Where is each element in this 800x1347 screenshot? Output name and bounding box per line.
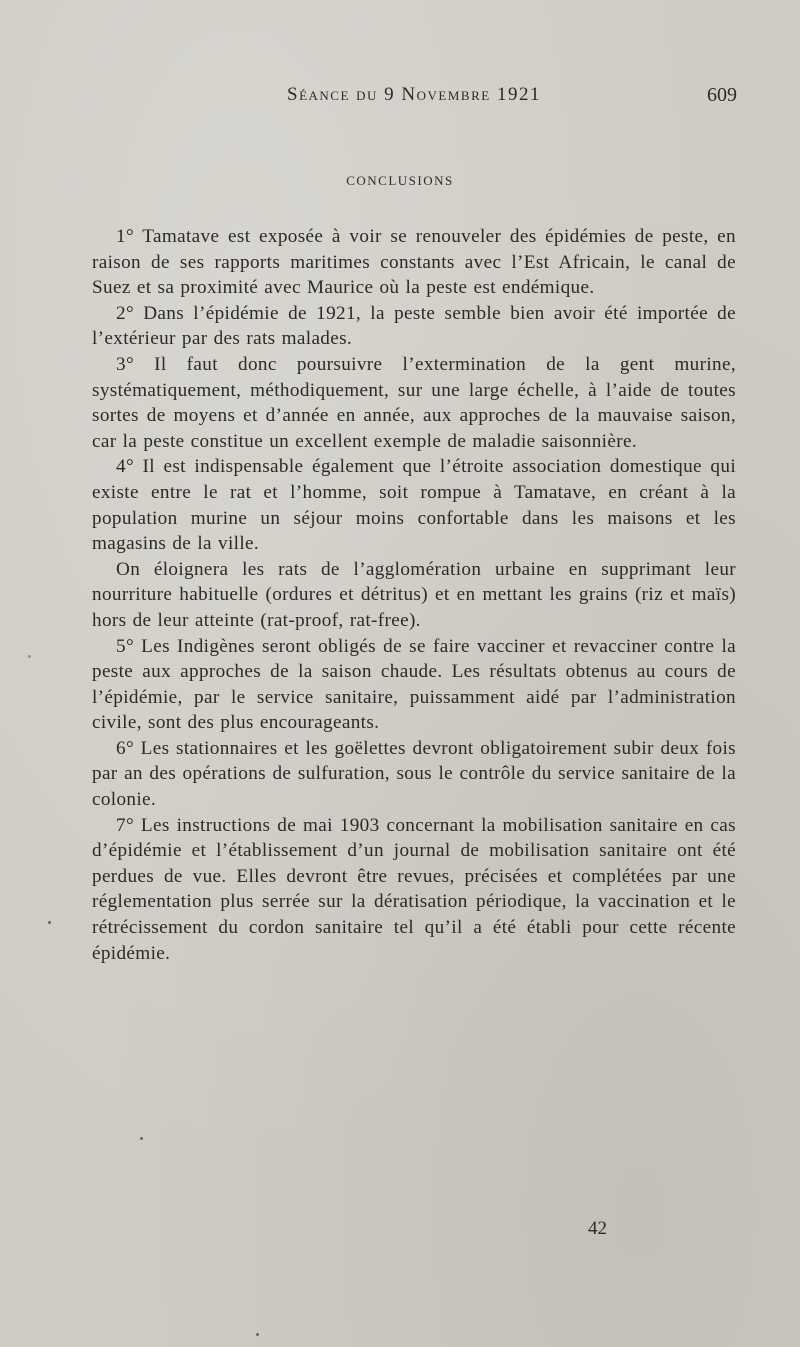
paper-speck	[48, 921, 51, 924]
paragraph-6: 6° Les stationnaires et les goëlettes devront obligatoirement subir deux fois par an des opérations de sulfuration, sous le contrôle du service sanitaire de la colonie.	[92, 737, 736, 811]
running-title: Séance du 9 Novembre 1921	[287, 84, 541, 105]
running-head	[0, 84, 800, 114]
paragraph-4-continued: On éloignera les rats de l’agglomération urbaine en supprimant leur nourriture habituelle (ordures et détritus) et en mettant les grains (riz et maïs) hors de leur atteinte (rat-proof, rat-free).	[92, 558, 736, 631]
paragraph-1: 1° Tamatave est exposée à voir se renouveler des épidémies de peste, en raison de ses rapports maritimes constants avec l’Est Africain, le canal de Suez et sa proximité avec Maurice où la peste est endémique.	[92, 226, 736, 299]
paragraph-7: 7° Les instructions de mai 1903 concernant la mobilisation sanitaire en cas d’épidémie et l’établissement d’un journal de mobilisation sanitaire ont été perdues de vue. Elles devront être revues, précisées et complétées par une réglementation plus serrée sur la dératisation périodique, la vaccination et le rétrécissement du cordon sanitaire tel qu’il a été établi pour cette récente épidémie.	[92, 814, 736, 964]
paragraph-3: 3° Il faut donc poursuivre l’extermination de la gent murine, systématiquement, méthodiquement, sur une large échelle, à l’aide de toutes sortes de moyens et d’année en année, aux approches de la mauvaise saison, car la peste constitue un excellent exemple de maladie saisonnière.	[92, 353, 736, 452]
paragraph-5: 5° Les Indigènes seront obligés de se faire vacciner et revacciner contre la peste aux approches de la saison chaude. Les résultats obtenus au cours de l’épidémie, par le service sanitaire, puissamment aidé par l’administration civile, sont des plus encourageants.	[92, 635, 736, 734]
page-number: 609	[707, 84, 737, 106]
paragraph-2: 2° Dans l’épidémie de 1921, la peste semble bien avoir été importée de l’extérieur par des rats malades.	[92, 302, 736, 350]
signature-mark: 42	[588, 1218, 607, 1239]
paragraph-4: 4° Il est indispensable également que l’étroite association domestique qui existe entre le rat et l’homme, soit rompue à Tamatave, en créant à la population murine un séjour moins confortable dans les maisons et les magasins de la ville.	[92, 456, 736, 555]
paper-speck	[140, 1137, 143, 1140]
paper-speck	[28, 655, 31, 658]
conclusions-text	[92, 224, 736, 966]
section-title: CONCLUSIONS	[346, 173, 454, 188]
paper-speck	[256, 1333, 259, 1336]
